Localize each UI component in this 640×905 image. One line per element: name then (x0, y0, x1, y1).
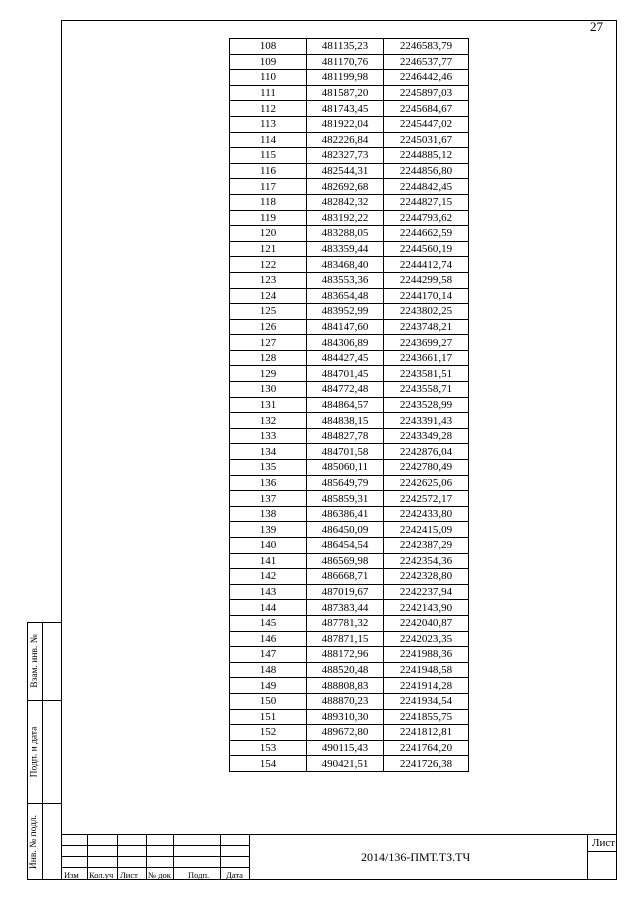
x-coordinate-cell: 483468,40 (307, 257, 384, 273)
x-coordinate-cell: 481743,45 (307, 101, 384, 117)
point-number-cell: 115 (230, 148, 307, 164)
table-row (230, 304, 469, 320)
table-row (230, 584, 469, 600)
x-coordinate-cell: 484147,60 (307, 319, 384, 335)
table-row (230, 475, 469, 491)
y-coordinate-cell: 2243748,21 (384, 319, 469, 335)
point-number-cell: 136 (230, 475, 307, 491)
point-number-cell: 112 (230, 101, 307, 117)
x-coordinate-cell: 490115,43 (307, 740, 384, 756)
table-row (230, 101, 469, 117)
x-coordinate-cell: 483288,05 (307, 226, 384, 242)
point-number-cell: 145 (230, 615, 307, 631)
point-number-cell: 124 (230, 288, 307, 304)
x-coordinate-cell: 488172,96 (307, 647, 384, 663)
y-coordinate-cell: 2243581,51 (384, 366, 469, 382)
point-number-cell: 139 (230, 522, 307, 538)
sheet-label: Лист (592, 837, 616, 849)
table-row (230, 538, 469, 554)
table-row (230, 413, 469, 429)
side-label-vzam: Взам. инв. № (29, 634, 40, 688)
y-coordinate-cell: 2242040,87 (384, 615, 469, 631)
coordinates-table (229, 38, 469, 772)
y-coordinate-cell: 2242433,80 (384, 506, 469, 522)
point-number-cell: 142 (230, 569, 307, 585)
x-coordinate-cell: 485859,31 (307, 491, 384, 507)
document-code: 2014/136-ПМТ.ТЗ.ТЧ (361, 850, 471, 864)
point-number-cell: 154 (230, 756, 307, 772)
x-coordinate-cell: 481170,76 (307, 54, 384, 70)
point-number-cell: 131 (230, 397, 307, 413)
y-coordinate-cell: 2244412,74 (384, 257, 469, 273)
table-row (230, 678, 469, 694)
table-row (230, 522, 469, 538)
table-row (230, 506, 469, 522)
table-row (230, 319, 469, 335)
table-row (230, 491, 469, 507)
point-number-cell: 132 (230, 413, 307, 429)
x-coordinate-cell: 484772,48 (307, 382, 384, 398)
x-coordinate-cell: 488870,23 (307, 693, 384, 709)
point-number-cell: 140 (230, 538, 307, 554)
x-coordinate-cell: 487871,15 (307, 631, 384, 647)
y-coordinate-cell: 2243528,99 (384, 397, 469, 413)
point-number-cell: 117 (230, 179, 307, 195)
x-coordinate-cell: 486454,54 (307, 538, 384, 554)
table-row (230, 163, 469, 179)
point-number-cell: 123 (230, 272, 307, 288)
x-coordinate-cell: 489310,30 (307, 709, 384, 725)
y-coordinate-cell: 2242415,09 (384, 522, 469, 538)
table-row (230, 569, 469, 585)
table-row (230, 631, 469, 647)
x-coordinate-cell: 482226,84 (307, 132, 384, 148)
x-coordinate-cell: 489672,80 (307, 725, 384, 741)
point-number-cell: 116 (230, 163, 307, 179)
y-coordinate-cell: 2244662,59 (384, 226, 469, 242)
y-coordinate-cell: 2245897,03 (384, 85, 469, 101)
table-row (230, 693, 469, 709)
table-row (230, 148, 469, 164)
table-row (230, 241, 469, 257)
y-coordinate-cell: 2242237,94 (384, 584, 469, 600)
y-coordinate-cell: 2241764,20 (384, 740, 469, 756)
x-coordinate-cell: 482692,68 (307, 179, 384, 195)
side-stamp-values (42, 622, 61, 880)
y-coordinate-cell: 2246583,79 (384, 39, 469, 55)
point-number-cell: 111 (230, 85, 307, 101)
point-number-cell: 128 (230, 350, 307, 366)
x-coordinate-cell: 486668,71 (307, 569, 384, 585)
x-coordinate-cell: 487781,32 (307, 615, 384, 631)
x-coordinate-cell: 487383,44 (307, 600, 384, 616)
x-coordinate-cell: 484701,45 (307, 366, 384, 382)
point-number-cell: 129 (230, 366, 307, 382)
col-label-data: Дата (226, 870, 243, 880)
table-row (230, 366, 469, 382)
x-coordinate-cell: 483553,36 (307, 272, 384, 288)
y-coordinate-cell: 2241934,54 (384, 693, 469, 709)
page-number: 27 (590, 19, 603, 34)
point-number-cell: 149 (230, 678, 307, 694)
point-number-cell: 148 (230, 662, 307, 678)
x-coordinate-cell: 485060,11 (307, 460, 384, 476)
y-coordinate-cell: 2244170,14 (384, 288, 469, 304)
x-coordinate-cell: 484838,15 (307, 413, 384, 429)
point-number-cell: 119 (230, 210, 307, 226)
table-row (230, 226, 469, 242)
point-number-cell: 109 (230, 54, 307, 70)
table-row (230, 257, 469, 273)
table-row (230, 444, 469, 460)
x-coordinate-cell: 482842,32 (307, 194, 384, 210)
y-coordinate-cell: 2246442,46 (384, 70, 469, 86)
table-row (230, 662, 469, 678)
table-row (230, 85, 469, 101)
point-number-cell: 114 (230, 132, 307, 148)
y-coordinate-cell: 2243391,43 (384, 413, 469, 429)
y-coordinate-cell: 2241914,28 (384, 678, 469, 694)
point-number-cell: 121 (230, 241, 307, 257)
table-row (230, 709, 469, 725)
x-coordinate-cell: 481199,98 (307, 70, 384, 86)
x-coordinate-cell: 486450,09 (307, 522, 384, 538)
x-coordinate-cell: 484827,78 (307, 428, 384, 444)
table-row (230, 600, 469, 616)
x-coordinate-cell: 481587,20 (307, 85, 384, 101)
x-coordinate-cell: 481135,23 (307, 39, 384, 55)
point-number-cell: 146 (230, 631, 307, 647)
point-number-cell: 118 (230, 194, 307, 210)
table-row (230, 350, 469, 366)
point-number-cell: 127 (230, 335, 307, 351)
point-number-cell: 125 (230, 304, 307, 320)
x-coordinate-cell: 483952,99 (307, 304, 384, 320)
y-coordinate-cell: 2242876,04 (384, 444, 469, 460)
y-coordinate-cell: 2241855,75 (384, 709, 469, 725)
y-coordinate-cell: 2242023,35 (384, 631, 469, 647)
y-coordinate-cell: 2242328,80 (384, 569, 469, 585)
y-coordinate-cell: 2244793,62 (384, 210, 469, 226)
point-number-cell: 141 (230, 553, 307, 569)
point-number-cell: 133 (230, 428, 307, 444)
x-coordinate-cell: 481922,04 (307, 116, 384, 132)
point-number-cell: 135 (230, 460, 307, 476)
y-coordinate-cell: 2246537,77 (384, 54, 469, 70)
table-row (230, 647, 469, 663)
col-label-n-dok: № док (148, 870, 171, 880)
point-number-cell: 144 (230, 600, 307, 616)
col-label-izm: Изм (64, 870, 79, 880)
table-row (230, 116, 469, 132)
y-coordinate-cell: 2244856,80 (384, 163, 469, 179)
table-row (230, 553, 469, 569)
y-coordinate-cell: 2241812,81 (384, 725, 469, 741)
table-row (230, 460, 469, 476)
table-row (230, 179, 469, 195)
x-coordinate-cell: 484427,45 (307, 350, 384, 366)
point-number-cell: 113 (230, 116, 307, 132)
y-coordinate-cell: 2243802,25 (384, 304, 469, 320)
col-label-podp: Подп. (188, 870, 210, 880)
table-row (230, 740, 469, 756)
y-coordinate-cell: 2244560,19 (384, 241, 469, 257)
table-row (230, 39, 469, 55)
point-number-cell: 126 (230, 319, 307, 335)
point-number-cell: 152 (230, 725, 307, 741)
x-coordinate-cell: 483359,44 (307, 241, 384, 257)
point-number-cell: 147 (230, 647, 307, 663)
y-coordinate-cell: 2242354,36 (384, 553, 469, 569)
y-coordinate-cell: 2243349,28 (384, 428, 469, 444)
x-coordinate-cell: 484864,57 (307, 397, 384, 413)
point-number-cell: 138 (230, 506, 307, 522)
table-row (230, 132, 469, 148)
table-row (230, 756, 469, 772)
y-coordinate-cell: 2245031,67 (384, 132, 469, 148)
point-number-cell: 153 (230, 740, 307, 756)
point-number-cell: 130 (230, 382, 307, 398)
table-row (230, 725, 469, 741)
point-number-cell: 137 (230, 491, 307, 507)
table-row (230, 194, 469, 210)
table-row (230, 54, 469, 70)
y-coordinate-cell: 2242780,49 (384, 460, 469, 476)
y-coordinate-cell: 2243558,71 (384, 382, 469, 398)
y-coordinate-cell: 2241988,36 (384, 647, 469, 663)
table-row (230, 70, 469, 86)
point-number-cell: 143 (230, 584, 307, 600)
x-coordinate-cell: 484701,58 (307, 444, 384, 460)
y-coordinate-cell: 2243699,27 (384, 335, 469, 351)
x-coordinate-cell: 483192,22 (307, 210, 384, 226)
y-coordinate-cell: 2243661,17 (384, 350, 469, 366)
y-coordinate-cell: 2244827,15 (384, 194, 469, 210)
x-coordinate-cell: 490421,51 (307, 756, 384, 772)
x-coordinate-cell: 488808,83 (307, 678, 384, 694)
y-coordinate-cell: 2241948,58 (384, 662, 469, 678)
y-coordinate-cell: 2242625,06 (384, 475, 469, 491)
point-number-cell: 122 (230, 257, 307, 273)
y-coordinate-cell: 2244885,12 (384, 148, 469, 164)
y-coordinate-cell: 2244299,58 (384, 272, 469, 288)
y-coordinate-cell: 2242143,90 (384, 600, 469, 616)
point-number-cell: 134 (230, 444, 307, 460)
point-number-cell: 120 (230, 226, 307, 242)
x-coordinate-cell: 482327,73 (307, 148, 384, 164)
y-coordinate-cell: 2245447,02 (384, 116, 469, 132)
point-number-cell: 150 (230, 693, 307, 709)
table-row (230, 210, 469, 226)
y-coordinate-cell: 2244842,45 (384, 179, 469, 195)
point-number-cell: 110 (230, 70, 307, 86)
x-coordinate-cell: 483654,48 (307, 288, 384, 304)
y-coordinate-cell: 2241726,38 (384, 756, 469, 772)
y-coordinate-cell: 2242572,17 (384, 491, 469, 507)
table-row (230, 615, 469, 631)
y-coordinate-cell: 2242387,29 (384, 538, 469, 554)
table-row (230, 335, 469, 351)
table-row (230, 288, 469, 304)
x-coordinate-cell: 488520,48 (307, 662, 384, 678)
x-coordinate-cell: 482544,31 (307, 163, 384, 179)
x-coordinate-cell: 486386,41 (307, 506, 384, 522)
x-coordinate-cell: 484306,89 (307, 335, 384, 351)
x-coordinate-cell: 487019,67 (307, 584, 384, 600)
table-row (230, 382, 469, 398)
side-label-podp-data: Подп. и дата (29, 726, 40, 777)
col-label-list: Лист (120, 870, 138, 880)
point-number-cell: 108 (230, 39, 307, 55)
table-row (230, 397, 469, 413)
title-block (61, 834, 617, 880)
table-row (230, 428, 469, 444)
point-number-cell: 151 (230, 709, 307, 725)
col-label-kol-uch: Кол.уч (89, 870, 114, 880)
table-row (230, 272, 469, 288)
y-coordinate-cell: 2245684,67 (384, 101, 469, 117)
side-label-inv-podl: Инв. № подл. (29, 814, 40, 869)
x-coordinate-cell: 485649,79 (307, 475, 384, 491)
x-coordinate-cell: 486569,98 (307, 553, 384, 569)
